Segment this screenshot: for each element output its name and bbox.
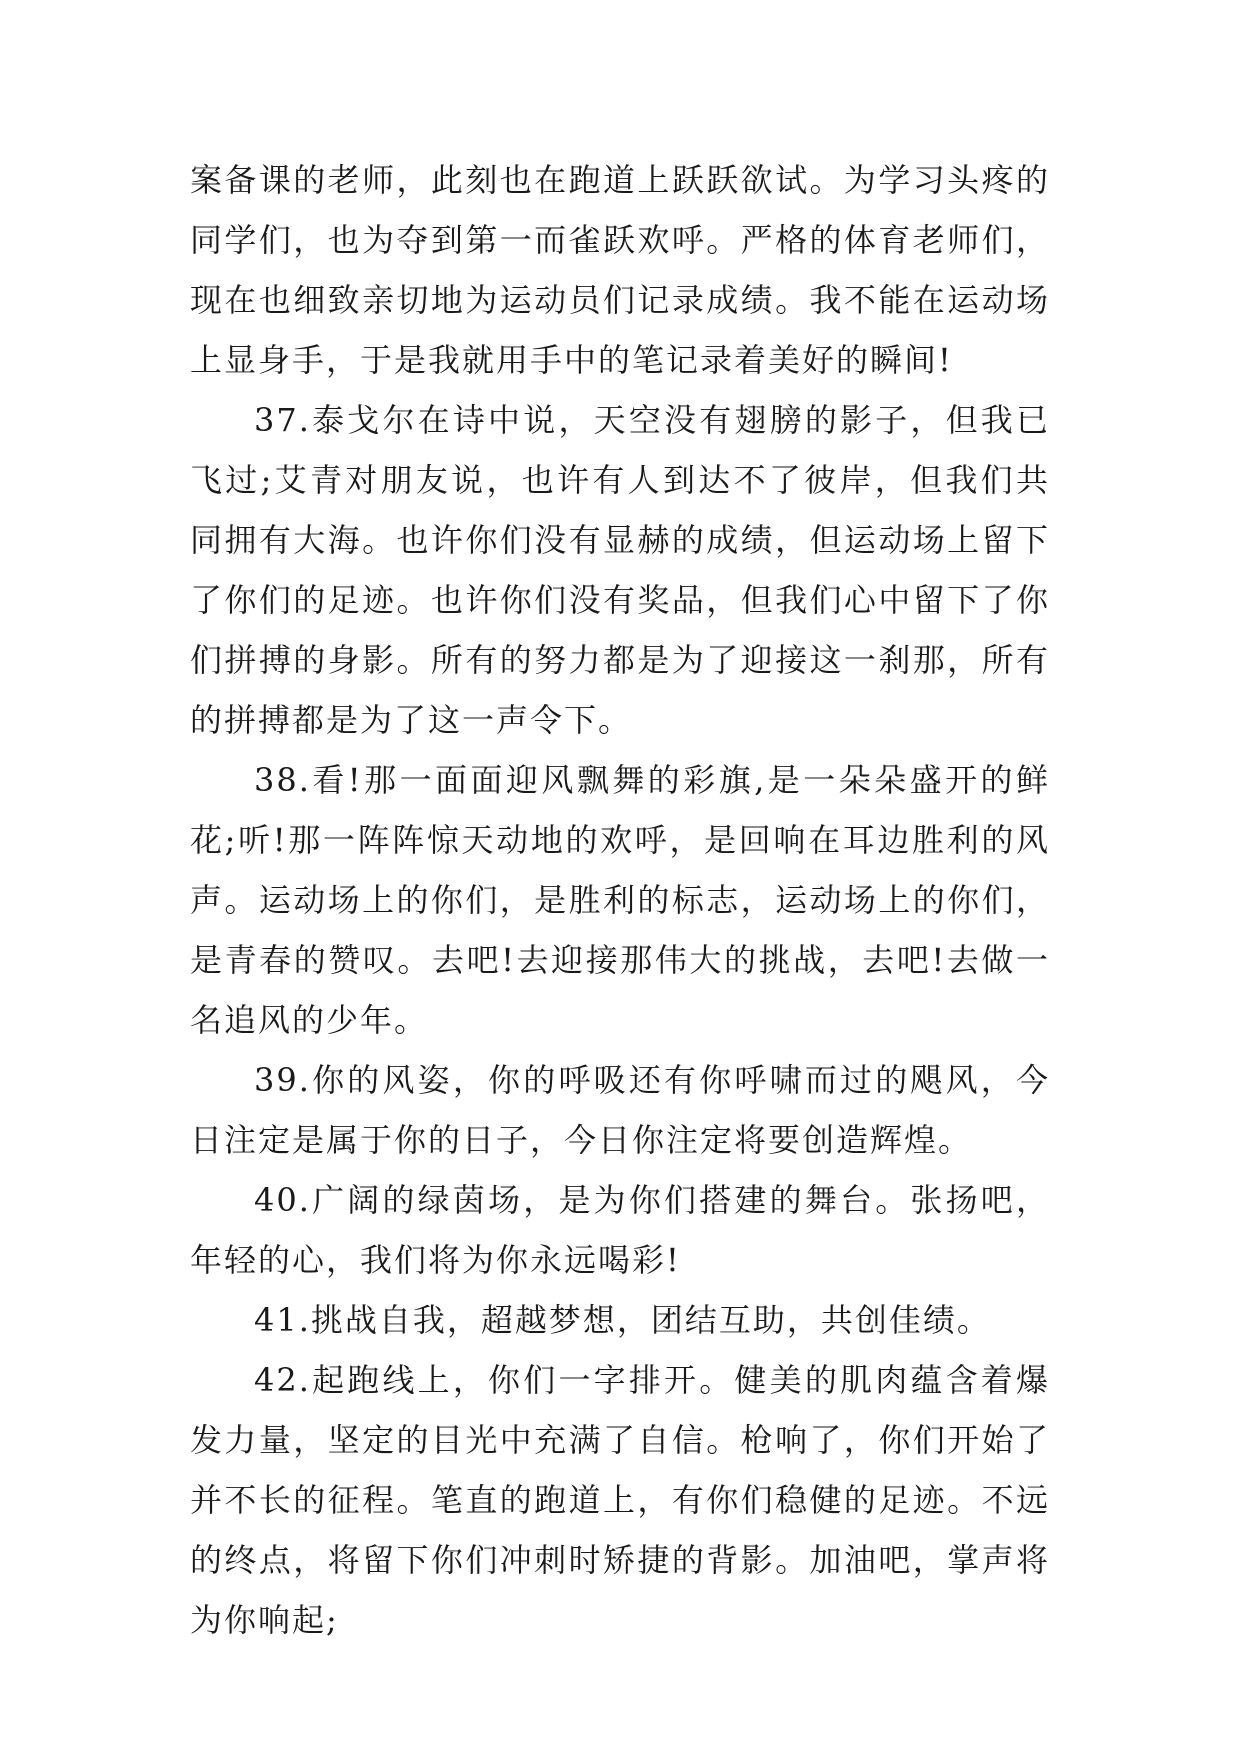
paragraph-39: 39.你的风姿，你的呼吸还有你呼啸而过的飓风，今日注定是属于你的日子，今日你注定将要创造辉煌。 [190, 1061, 1050, 1159]
paragraph-38: 38.看!那一面面迎风飘舞的彩旗,是一朵朵盛开的鲜花;听!那一阵阵惊天动地的欢呼，是回响在耳边胜利的风声。运动场上的你们，是胜利的标志，运动场上的你们，是青春的赞叹。去吧!去迎接那伟大的挑战，去吧!去做一名追风的少年。 [190, 761, 1050, 1039]
document-body [190, 150, 1050, 1650]
paragraph-40: 40.广阔的绿茵场，是为你们搭建的舞台。张扬吧，年轻的心，我们将为你永远喝彩! [190, 1181, 1050, 1279]
paragraph-41: 41.挑战自我，超越梦想，团结互助，共创佳绩。 [254, 1301, 991, 1339]
paragraph-42: 42.起跑线上，你们一字排开。健美的肌肉蕴含着爆发力量，坚定的目光中充满了自信。枪响了，你们开始了并不长的征程。笔直的跑道上，有你们稳健的足迹。不远的终点，将留下你们冲刺时矫捷的背影。加油吧，掌声将为你响起; [190, 1361, 1050, 1639]
paragraph-continued: 案备课的老师，此刻也在跑道上跃跃欲试。为学习头疼的同学们，也为夺到第一而雀跃欢呼。严格的体育老师们，现在也细致亲切地为运动员们记录成绩。我不能在运动场上显身手，于是我就用手中的笔记录着美好的瞬间! [190, 161, 1050, 379]
paragraph-37: 37.泰戈尔在诗中说，天空没有翅膀的影子，但我已飞过;艾青对朋友说，也许有人到达不了彼岸，但我们共同拥有大海。也许你们没有显赫的成绩，但运动场上留下了你们的足迹。也许你们没有奖品，但我们心中留下了你们拼搏的身影。所有的努力都是为了迎接这一刹那，所有的拼搏都是为了这一声令下。 [190, 401, 1050, 739]
